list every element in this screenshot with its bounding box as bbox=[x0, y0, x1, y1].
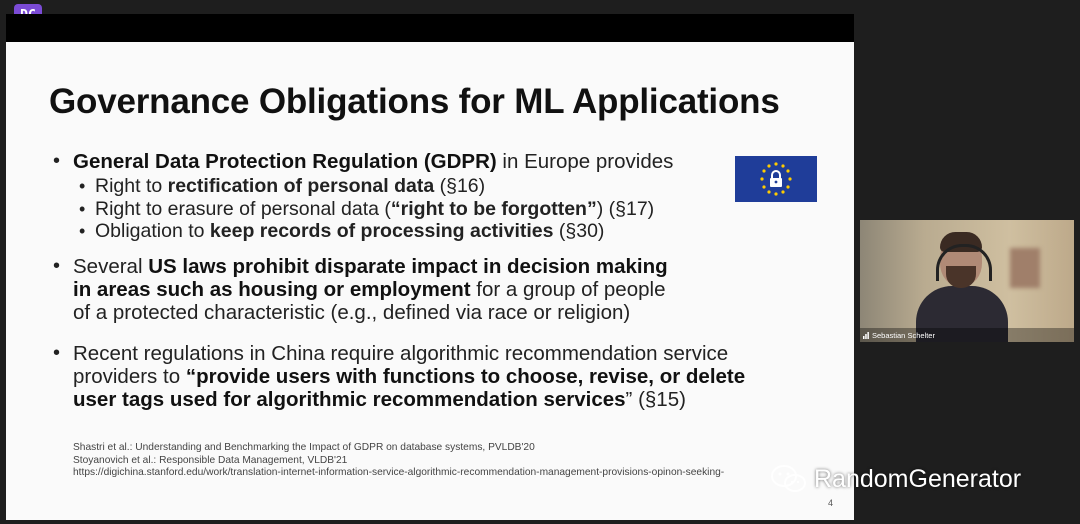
bullet-dot: • bbox=[79, 221, 86, 241]
bullet-line bbox=[73, 365, 813, 388]
bullet-line bbox=[73, 342, 813, 365]
reference-line: Stoyanovich et al.: Responsible Data Management, VLDB'21 bbox=[73, 454, 348, 466]
bullet-dot: • bbox=[79, 176, 86, 196]
bullet-text-bold: General Data Protection Regulation (GDPR) bbox=[73, 150, 497, 173]
bullet-text: Recent regulations in China require algorithmic recommendation service bbox=[73, 341, 729, 365]
sub-bullet-records bbox=[79, 220, 813, 243]
slide-title: Governance Obligations for ML Applications bbox=[49, 82, 780, 121]
bullet-line bbox=[73, 255, 813, 278]
bullet-gdpr bbox=[53, 150, 813, 173]
bullet-text: providers to bbox=[73, 364, 186, 388]
sub-bullet-text: ) (§17) bbox=[596, 197, 655, 220]
sub-bullet-text-bold: “right to be forgotten” bbox=[390, 197, 597, 220]
slide-page-number: 4 bbox=[828, 498, 834, 508]
bullet-text-bold: in areas such as housing or employment bbox=[73, 277, 471, 301]
bullet-dot: • bbox=[53, 254, 61, 277]
sub-bullet-text-bold: keep records of processing activities bbox=[209, 220, 554, 242]
sub-bullet-text: Obligation to bbox=[95, 220, 210, 242]
sub-bullet-text: (§16) bbox=[434, 175, 486, 197]
sub-bullet-text: (§30) bbox=[553, 220, 605, 242]
bullet-text: of a protected characteristic (e.g., defined via race or religion) bbox=[73, 300, 631, 324]
sub-bullet-text: Right to bbox=[95, 175, 168, 197]
bullet-text: in Europe provides bbox=[496, 150, 674, 173]
bullet-text-bold: user tags used for algorithmic recommendation services bbox=[73, 387, 626, 411]
bullet-china bbox=[53, 341, 813, 411]
bullet-text: ” (§15) bbox=[625, 387, 686, 411]
reference-link: https://digichina.stanford.edu/work/translation-internet-information-service-algorithmic-recommendation-management-provisions-opinon-seeking- bbox=[73, 467, 725, 478]
reference-line: Shastri et al.: Understanding and Benchmarking the Impact of GDPR on database systems, PVLDB'20 bbox=[73, 442, 535, 453]
bullet-dot: • bbox=[53, 150, 61, 172]
gdpr-sub-bullets bbox=[79, 175, 813, 243]
slide-bullets bbox=[53, 150, 813, 411]
watermark-text: RandomGenerator bbox=[814, 464, 1022, 493]
bullet-us-laws bbox=[53, 254, 813, 324]
sub-bullet-rectification bbox=[79, 175, 813, 198]
bullet-dot: • bbox=[53, 341, 61, 364]
participant-video-tile[interactable] bbox=[860, 220, 1074, 342]
slide-references bbox=[73, 442, 724, 480]
bullet-text: Several bbox=[73, 254, 149, 278]
sub-bullet-text: Right to erasure of personal data ( bbox=[95, 197, 391, 220]
participant-name: Sebastian Schelter bbox=[872, 331, 935, 340]
signal-bars-icon bbox=[863, 331, 871, 339]
bullet-text-bold: US laws prohibit disparate impact in decision making bbox=[148, 254, 668, 278]
bullet-line bbox=[73, 301, 813, 324]
bullet-line bbox=[73, 388, 813, 411]
sub-bullet-text-bold: rectification of personal data bbox=[167, 175, 435, 197]
bullet-text: for a group of people bbox=[470, 277, 666, 301]
wall-picture bbox=[1010, 248, 1040, 288]
bullet-line bbox=[73, 278, 813, 301]
presentation-slide bbox=[6, 42, 854, 520]
slide-top-bar bbox=[6, 14, 854, 42]
bullet-text-bold: “provide users with functions to choose, revise, or delete bbox=[185, 364, 746, 388]
bullet-dot: • bbox=[79, 198, 86, 219]
sub-bullet-erasure bbox=[79, 197, 813, 221]
